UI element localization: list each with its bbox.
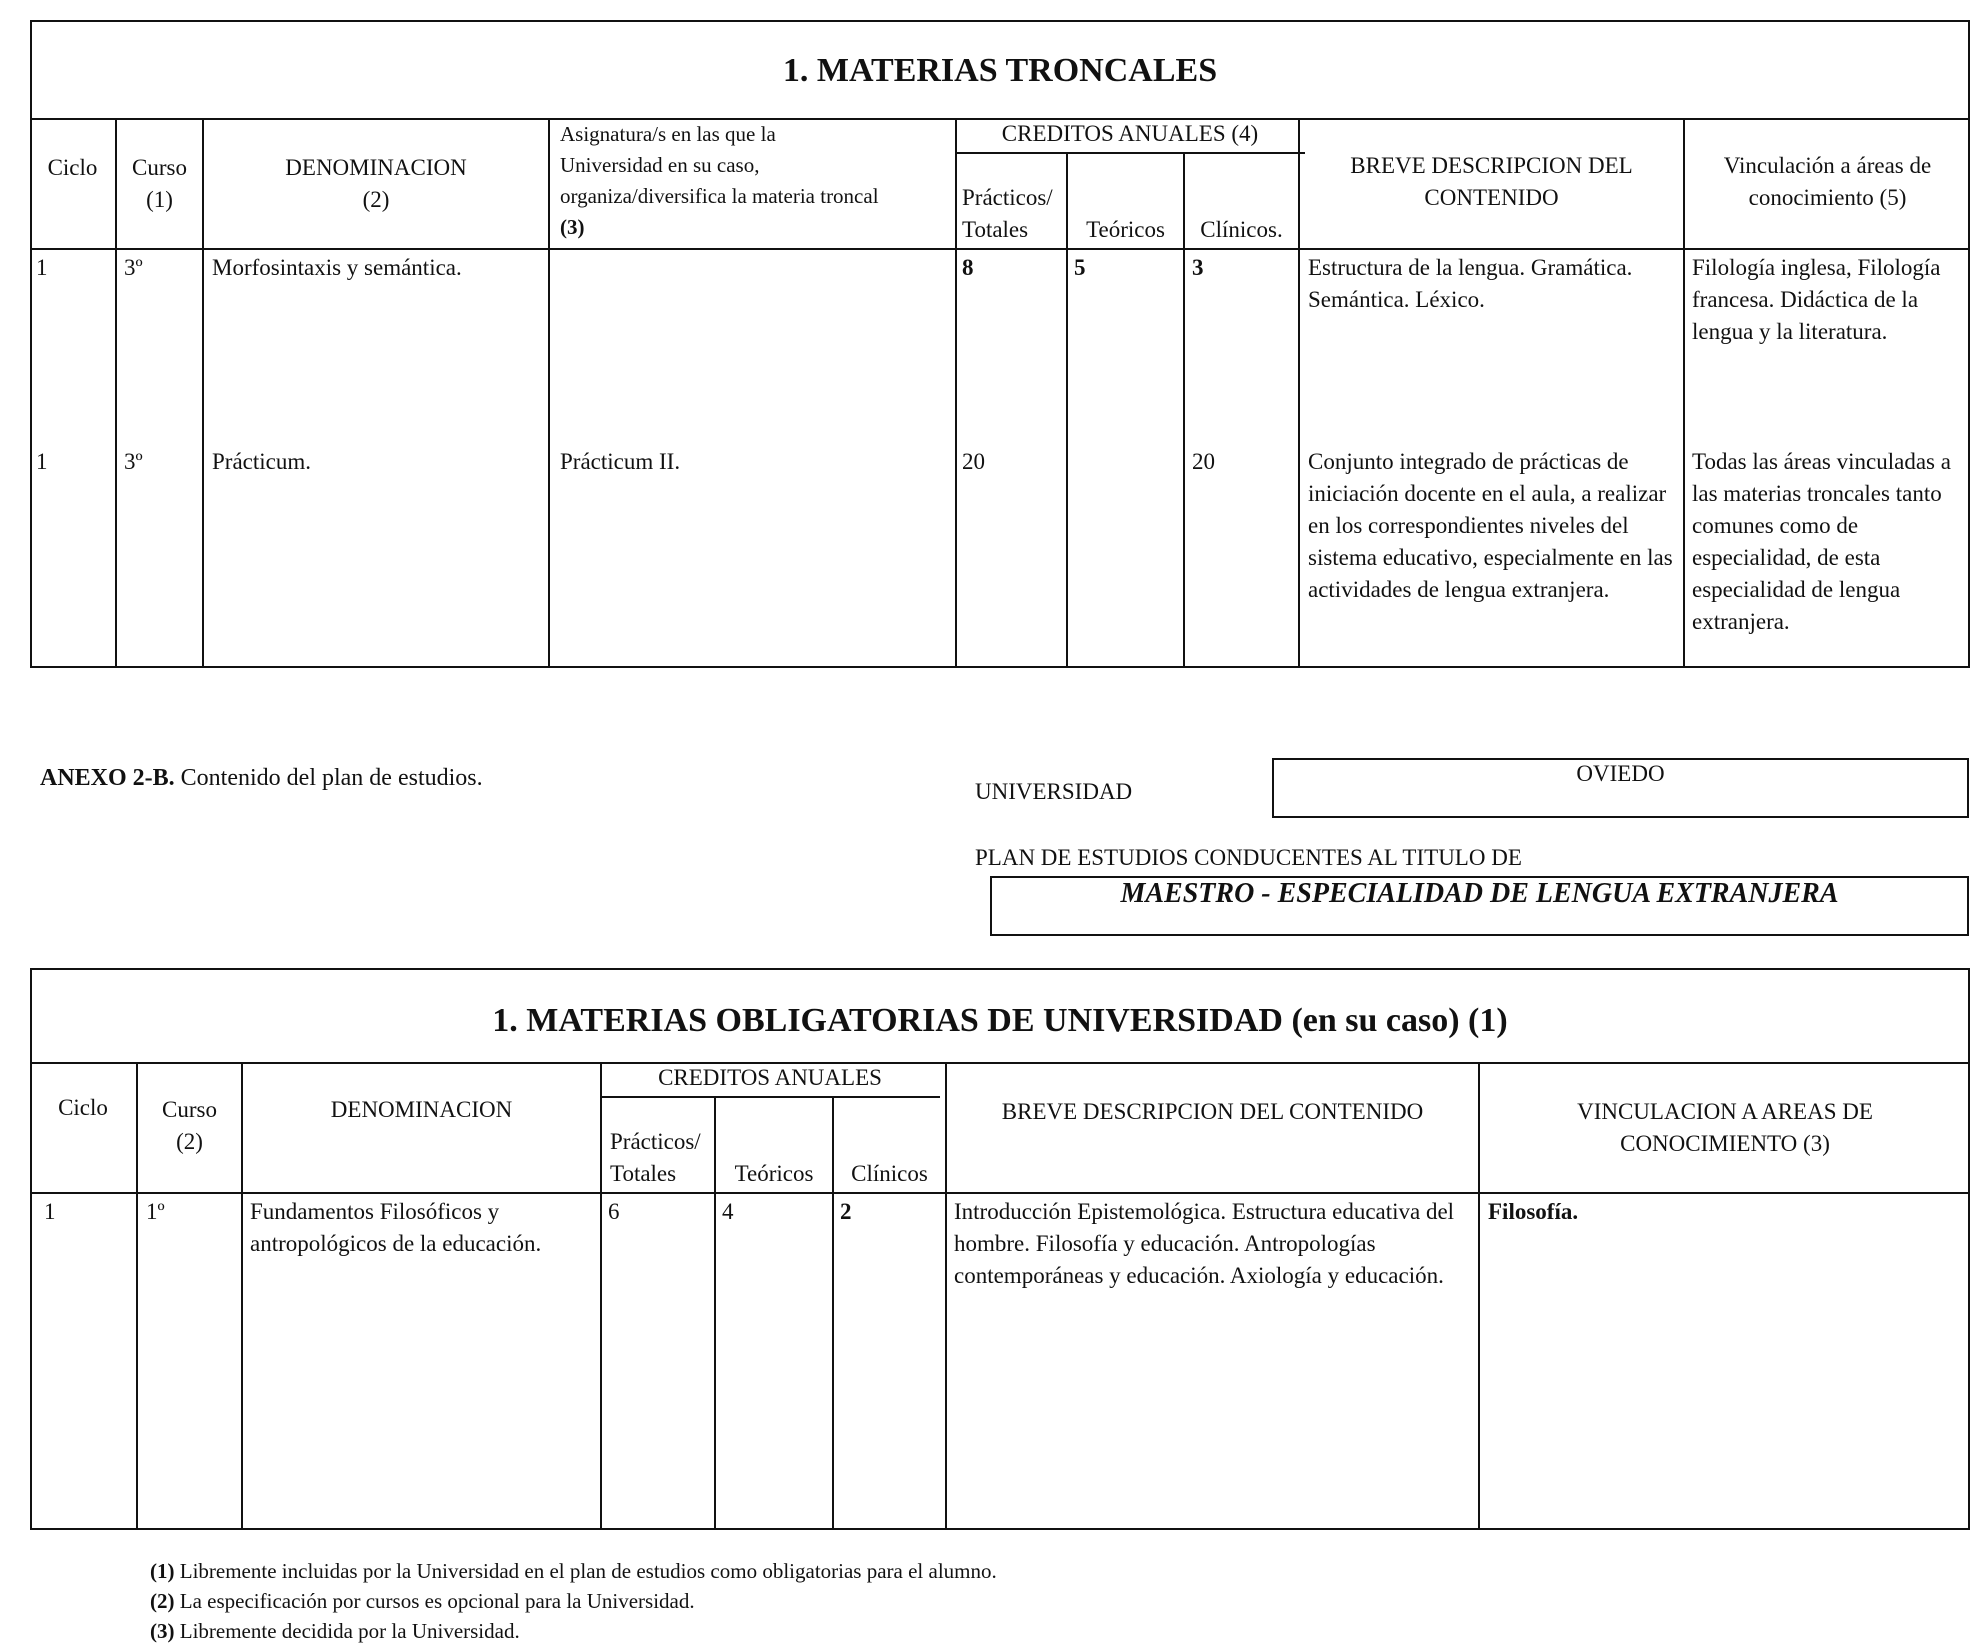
obligatorias-col-line: [600, 1062, 602, 1530]
header-clinicos: Clínicos.: [1200, 217, 1283, 242]
troncales-creditos-underline: [955, 152, 1305, 154]
troncales-header-bottom: [30, 248, 1970, 250]
header-asignatura: Universidad en su caso,: [560, 153, 760, 177]
footnote: [150, 1586, 997, 1616]
cell-totales: 8: [962, 255, 974, 280]
cell-clinicos: 3: [1192, 255, 1204, 280]
header-vinculacion: CONOCIMIENTO (3): [1620, 1131, 1830, 1156]
header-vinculacion: Vinculación a áreas de: [1723, 153, 1932, 178]
cell-teoricos: 5: [1074, 255, 1086, 280]
header-curso-note: (2): [176, 1129, 203, 1154]
cell-teoricos: 4: [722, 1199, 734, 1224]
header-asignatura: Asignatura/s en las que la: [560, 122, 776, 146]
cell-descripcion: Estructura de la lengua. Gramática. Semántica. Léxico.: [1308, 255, 1633, 312]
cell-totales: 20: [962, 449, 985, 474]
header-teoricos: Teóricos: [734, 1161, 814, 1186]
cell-curso: 3º: [124, 449, 143, 474]
header-vinculacion: conocimiento (5): [1748, 185, 1907, 210]
cell-totales: 6: [608, 1199, 620, 1224]
header-descripcion: BREVE DESCRIPCION DEL CONTENIDO: [1001, 1099, 1424, 1124]
header-creditos: CREDITOS ANUALES: [658, 1065, 882, 1090]
header-curso: Curso: [132, 155, 187, 180]
plan-value: MAESTRO - ESPECIALIDAD DE LENGUA EXTRANJERA: [1120, 878, 1839, 909]
header-asignatura-note: (3): [560, 215, 585, 239]
cell-ciclo: 1: [36, 449, 48, 474]
header-asignatura: organiza/diversifica la materia troncal: [560, 184, 879, 208]
obligatorias-col-line: [241, 1062, 243, 1530]
header-denominacion-note: (2): [362, 187, 390, 212]
header-descripcion: CONTENIDO: [1424, 185, 1559, 210]
troncales-col-line: [955, 118, 957, 668]
header-totales: Totales: [962, 217, 1029, 242]
footnote: [150, 1616, 997, 1646]
troncales-title: 1. MATERIAS TRONCALES: [782, 52, 1218, 89]
header-curso: Curso: [162, 1097, 217, 1122]
header-denominacion: DENOMINACION: [330, 1097, 513, 1122]
cell-clinicos: 2: [840, 1199, 852, 1224]
cell-asignatura: Prácticum II.: [560, 449, 681, 474]
footnote-number: (3): [150, 1619, 175, 1643]
header-totales: Totales: [610, 1161, 677, 1186]
cell-curso: 3º: [124, 255, 143, 280]
obligatorias-creditos-underline: [600, 1096, 940, 1098]
cell-vinculacion: Todas las áreas vinculadas a las materias troncales tanto comunes como de especialidad, de esta especialidad de lengua extranjera.: [1692, 449, 1951, 634]
header-clinicos: Clínicos: [851, 1161, 928, 1186]
plan-label: PLAN DE ESTUDIOS CONDUCENTES AL TITULO DE: [975, 845, 1522, 870]
header-practicos: Prácticos/: [610, 1129, 701, 1154]
cell-curso: 1º: [146, 1199, 165, 1224]
obligatorias-header-divider: [30, 1062, 1970, 1064]
cell-ciclo: 1: [36, 255, 48, 280]
cell-clinicos: 20: [1192, 449, 1215, 474]
footnote-number: (1): [150, 1559, 175, 1583]
header-teoricos: Teóricos: [1086, 217, 1165, 242]
cell-denominacion: Prácticum.: [212, 449, 311, 474]
footnote-text: La especificación por cursos es opcional para la Universidad.: [179, 1589, 695, 1613]
universidad-label: UNIVERSIDAD: [975, 779, 1133, 804]
cell-vinculacion: Filosofía.: [1488, 1199, 1579, 1224]
annex-label-bold: ANEXO 2-B.: [40, 765, 175, 791]
cell-descripcion: Introducción Epistemológica. Estructura educativa del hombre. Filosofía y educación. Antropologías contemporáneas y educación. Axiología y educación.: [954, 1199, 1455, 1288]
obligatorias-header-bottom: [30, 1192, 1970, 1194]
footnote-text: Libremente incluidas por la Universidad en el plan de estudios como obligatorias para el alumno.: [179, 1559, 997, 1583]
cell-vinculacion: Filología inglesa, Filología francesa. Didáctica de la lengua y la literatura.: [1692, 255, 1941, 344]
footnote: [150, 1556, 997, 1586]
footnote-number: (2): [150, 1589, 175, 1613]
cell-descripcion: Conjunto integrado de prácticas de iniciación docente en el aula, a realizar en los correspondientes niveles del sistema educativo, especialmente en las actividades de lengua extranjera.: [1308, 449, 1673, 602]
header-vinculacion: VINCULACION A AREAS DE: [1577, 1099, 1873, 1124]
troncales-col-line: [548, 118, 550, 668]
header-descripcion: BREVE DESCRIPCION DEL: [1350, 153, 1633, 178]
annex-label-rest: Contenido del plan de estudios.: [180, 765, 483, 791]
header-ciclo: Ciclo: [47, 155, 98, 180]
footnote-text: Libremente decidida por la Universidad.: [179, 1619, 520, 1643]
footnotes: [150, 1556, 997, 1646]
header-denominacion: DENOMINACION: [285, 155, 467, 180]
header-practicos: Prácticos/: [962, 185, 1053, 210]
universidad-value: OVIEDO: [1576, 761, 1665, 786]
header-curso-note: (1): [146, 187, 173, 212]
cell-denominacion: Morfosintaxis y semántica.: [212, 255, 462, 280]
obligatorias-col-line: [945, 1062, 947, 1530]
header-creditos: CREDITOS ANUALES (4): [1001, 121, 1259, 146]
cell-denominacion: Fundamentos Filosóficos y antropológicos de la educación.: [250, 1199, 542, 1256]
cell-ciclo: 1: [44, 1199, 56, 1224]
annex-label: [40, 762, 483, 794]
header-ciclo: Ciclo: [58, 1095, 108, 1120]
obligatorias-title: 1. MATERIAS OBLIGATORIAS DE UNIVERSIDAD (en su caso) (1): [492, 1002, 1508, 1039]
